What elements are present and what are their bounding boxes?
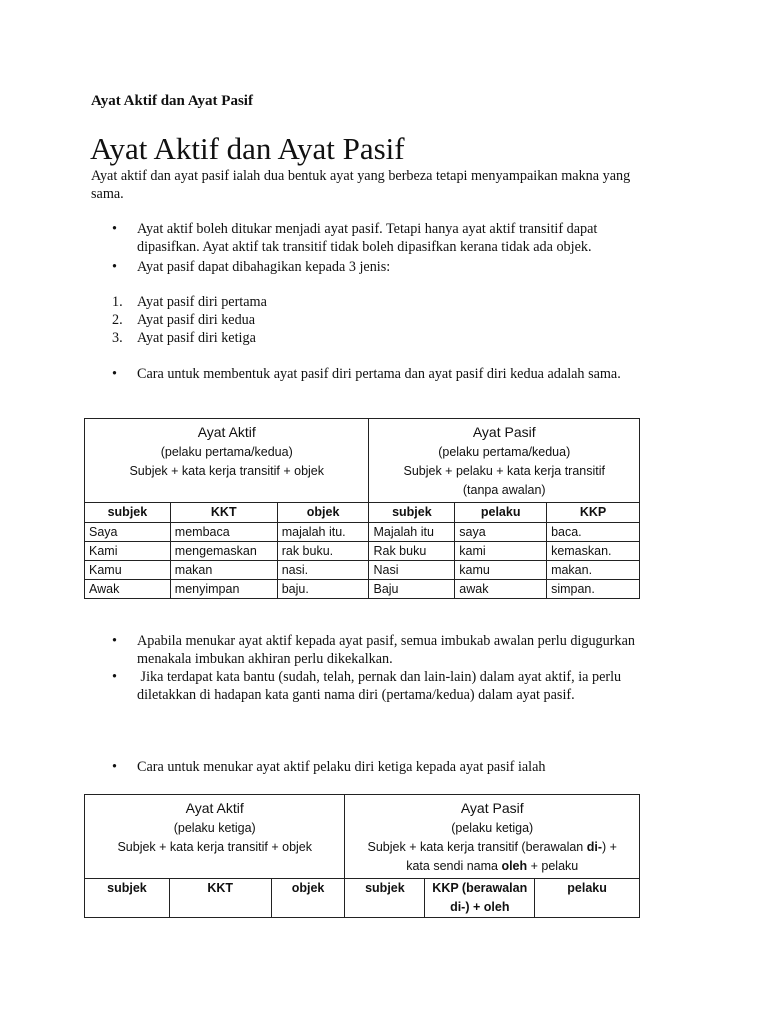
aktif-title: Ayat Aktif <box>185 800 244 816</box>
column-header: KKT <box>170 503 277 523</box>
table-cell: nasi. <box>277 561 369 580</box>
column-header: subjek <box>85 879 170 918</box>
table-cell: Saya <box>85 523 171 542</box>
column-header: KKT <box>169 879 271 918</box>
bullet-mark: • <box>112 366 117 382</box>
formula-bold: di- <box>586 840 603 854</box>
aktif-header-cell <box>85 419 369 503</box>
item-text: Ayat pasif diri kedua <box>137 312 256 328</box>
table-cell: saya <box>455 523 547 542</box>
aktif-header-cell <box>85 795 345 879</box>
bullet-mark: • <box>112 221 117 237</box>
bullet-mark: • <box>112 669 117 685</box>
table-cell: baca. <box>547 523 640 542</box>
table-cell: makan <box>170 561 277 580</box>
pasif-subtitle: (pelaku ketiga) <box>451 821 534 835</box>
table-cell: kami <box>455 542 547 561</box>
table-header-row <box>85 795 640 879</box>
table-cell: Kami <box>85 542 171 561</box>
column-header: pelaku <box>455 503 547 523</box>
pasif-formula-line1 <box>349 838 635 857</box>
table-pelaku-pertama-kedua <box>84 418 640 599</box>
document-title: Ayat Aktif dan Ayat Pasif <box>90 131 405 166</box>
table-row <box>85 542 640 561</box>
pasif-subtitle: (pelaku pertama/kedua) <box>438 445 571 459</box>
item-number: 3. <box>112 330 123 346</box>
table-cell: baju. <box>277 580 369 599</box>
formula-text: ) + <box>602 840 617 854</box>
formula-text: kata sendi nama <box>406 859 502 873</box>
pasif-title: Ayat Pasif <box>460 800 524 816</box>
bullet-line: dipasifkan. Ayat aktif tak transitif tidak boleh dipasifkan kerana tidak ada objek. <box>137 239 592 255</box>
table-row <box>85 561 640 580</box>
column-header: subjek <box>85 503 171 523</box>
intro-line-1: Ayat aktif dan ayat pasif ialah dua bentuk ayat yang berbeza tetapi menyampaikan makna yang <box>91 168 631 184</box>
column-header: subjek <box>345 879 425 918</box>
column-header: subjek <box>369 503 455 523</box>
bullet-text: Cara untuk menukar ayat aktif pelaku diri ketiga kepada ayat pasif ialah <box>137 759 546 775</box>
aktif-formula: Subjek + kata kerja transitif + objek <box>117 840 313 854</box>
table-cell: majalah itu. <box>277 523 369 542</box>
bullet-mark: • <box>112 633 117 649</box>
formula-bold: oleh <box>501 859 528 873</box>
table-cell: Nasi <box>369 561 455 580</box>
bullet-mark: • <box>112 259 117 275</box>
formula-text: Subjek + kata kerja transitif (berawalan <box>367 840 587 854</box>
table-cell: simpan. <box>547 580 640 599</box>
formula-text: + pelaku <box>527 859 579 873</box>
column-header: objek <box>277 503 369 523</box>
table-cell: Majalah itu <box>369 523 455 542</box>
bullet-line: Jika terdapat kata bantu (sudah, telah, pernak dan lain-lain) dalam ayat aktif, ia perlu <box>137 669 622 685</box>
bullet-item <box>112 365 672 383</box>
table-cell: membaca <box>170 523 277 542</box>
pasif-formula: Subjek + pelaku + kata kerja transitif <box>403 464 605 478</box>
aktif-formula: Subjek + kata kerja transitif + objek <box>129 464 325 478</box>
bullet-item <box>112 258 672 276</box>
table-row <box>85 580 640 599</box>
bullet-item <box>112 758 672 776</box>
numbered-item <box>112 329 672 347</box>
intro-paragraph <box>91 167 681 203</box>
table-header-row <box>85 419 640 503</box>
table-cell: menyimpan <box>170 580 277 599</box>
table-cell: awak <box>455 580 547 599</box>
bullet-line: Apabila menukar ayat aktif kepada ayat pasif, semua imbukab awalan perlu digugurkan <box>137 633 635 649</box>
bullet-text <box>137 632 672 668</box>
item-number: 2. <box>112 312 123 328</box>
pasif-formula-line2 <box>349 857 635 876</box>
column-header-row <box>85 879 640 918</box>
intro-line-2: sama. <box>91 186 124 202</box>
aktif-subtitle: (pelaku pertama/kedua) <box>160 445 293 459</box>
table-cell: rak buku. <box>277 542 369 561</box>
column-header: KKP <box>547 503 640 523</box>
bullet-item <box>112 668 672 704</box>
column-header: objek <box>271 879 345 918</box>
table-cell: Rak buku <box>369 542 455 561</box>
bullet-item <box>112 632 672 668</box>
bullet-line: menakala imbukan akhiran perlu dikekalkan. <box>137 651 393 667</box>
table-cell: kamu <box>455 561 547 580</box>
numbered-item <box>112 311 672 329</box>
bullet-text <box>137 668 672 704</box>
pasif-title: Ayat Pasif <box>472 424 536 440</box>
document-heading-small: Ayat Aktif dan Ayat Pasif <box>91 93 253 109</box>
table-row <box>85 523 640 542</box>
bullet-mark: • <box>112 759 117 775</box>
item-number: 1. <box>112 294 123 310</box>
pasif-header-cell <box>369 419 640 503</box>
numbered-item <box>112 293 672 311</box>
item-text: Ayat pasif diri ketiga <box>137 330 256 346</box>
table-cell: kemaskan. <box>547 542 640 561</box>
item-text: Ayat pasif diri pertama <box>137 294 267 310</box>
pasif-note: (tanpa awalan) <box>462 483 546 497</box>
table-cell: Awak <box>85 580 171 599</box>
table-cell: Baju <box>369 580 455 599</box>
table-cell: mengemaskan <box>170 542 277 561</box>
bullet-text <box>137 220 672 256</box>
bullet-line: diletakkan di hadapan kata ganti nama diri (pertama/kedua) dalam ayat pasif. <box>137 687 575 703</box>
bullet-text: Cara untuk membentuk ayat pasif diri pertama dan ayat pasif diri kedua adalah sama. <box>137 366 621 382</box>
column-header: KKP (berawalan di-) + oleh <box>425 879 535 918</box>
table-cell: makan. <box>547 561 640 580</box>
table-cell: Kamu <box>85 561 171 580</box>
aktif-subtitle: (pelaku ketiga) <box>173 821 256 835</box>
column-header-row <box>85 503 640 523</box>
bullet-line: Ayat aktif boleh ditukar menjadi ayat pasif. Tetapi hanya ayat aktif transitif dapat <box>137 221 598 237</box>
column-header: pelaku <box>535 879 640 918</box>
bullet-item <box>112 220 672 256</box>
bullet-text: Ayat pasif dapat dibahagikan kepada 3 jenis: <box>137 259 391 275</box>
pasif-header-cell <box>345 795 640 879</box>
aktif-title: Ayat Aktif <box>197 424 256 440</box>
table-pelaku-ketiga <box>84 794 640 918</box>
